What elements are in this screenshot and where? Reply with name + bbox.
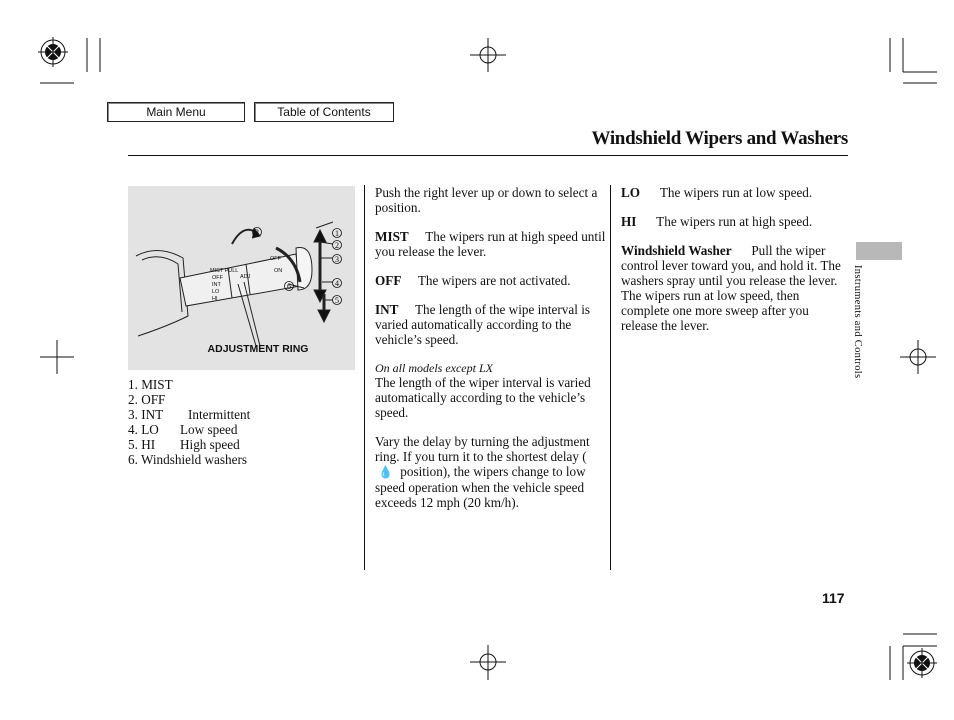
- middle-column: [375, 185, 607, 510]
- off-term: OFF: [375, 273, 402, 288]
- delay-paragraph: Vary the delay by turning the adjustment ring. If you turn it to the shortest delay ( 💧 position), the wipers change to low speed operation when the vehicle speed exceeds 12 mph (20 km/h).: [375, 434, 590, 510]
- model-note-text: The length of the wiper interval is varied automatically according to the vehicle’s speed.: [375, 375, 591, 420]
- page-number: 117: [822, 590, 845, 606]
- lo-text: The wipers run at low speed.: [659, 185, 813, 200]
- page-title: Windshield Wipers and Washers: [591, 128, 848, 149]
- callout-4: 4: [335, 279, 339, 288]
- main-menu-button[interactable]: Main Menu: [107, 102, 245, 122]
- hi-paragraph: [621, 214, 843, 229]
- legend-item: 3. INT Intermittent: [128, 407, 251, 422]
- lever-label-hi: HI: [212, 296, 218, 302]
- off-text: The wipers are not activated.: [417, 273, 571, 288]
- legend-item: 2. OFF: [128, 392, 166, 407]
- registration-target-top-left: [38, 37, 68, 67]
- right-column: [621, 185, 843, 333]
- washer-text: Pull the wiper control lever toward you, and hold it. The washers spray until you release the lever. The wipers run at low speed, then complete one more sweep after you release the lever.: [621, 243, 841, 333]
- position-legend: [128, 377, 358, 467]
- callout-3: 3: [335, 255, 339, 264]
- adjustment-ring-callout: ADJUSTMENT RING: [207, 343, 309, 355]
- lever-label-adj: ADJ: [240, 274, 251, 280]
- wiper-lever-illustration: [128, 186, 355, 370]
- shortest-delay-icon: 💧: [378, 465, 394, 479]
- mist-paragraph: [375, 229, 607, 259]
- lever-label-off: OFF: [212, 275, 223, 281]
- legend-item: 5. HI High speed: [128, 437, 240, 452]
- wiper-lever-figure: [128, 186, 355, 370]
- callout-1: 1: [335, 229, 339, 238]
- table-of-contents-button[interactable]: Table of Contents: [254, 102, 394, 122]
- callout-6: 6: [287, 282, 291, 291]
- registration-target-bottom-right: [907, 648, 937, 678]
- mist-text: The wipers run at high speed until you release the lever.: [375, 229, 606, 259]
- legend-item: 4. LO Low speed: [128, 422, 238, 437]
- mist-term: MIST: [375, 229, 409, 244]
- callout-5: 5: [335, 296, 339, 305]
- washer-paragraph: [621, 243, 843, 333]
- int-text: The length of the wipe interval is varied automatically according to the vehicle’s speed.: [375, 302, 590, 347]
- knob-label-off: OFF: [270, 256, 281, 262]
- column-divider-2: [610, 185, 611, 570]
- title-rule: [128, 155, 848, 156]
- hi-text: The wipers run at high speed.: [656, 214, 813, 229]
- callout-2: 2: [335, 241, 339, 250]
- model-note-label: On all models except LX: [375, 361, 493, 375]
- legend-item: 1. MIST: [128, 377, 173, 392]
- hi-term: HI: [621, 214, 637, 229]
- lever-label-lo: LO: [212, 289, 220, 295]
- lever-label-int: INT: [212, 282, 221, 288]
- column-divider-1: [364, 185, 365, 570]
- section-tab-label: Instruments and Controls: [852, 265, 863, 379]
- knob-label-on: ON: [274, 268, 283, 274]
- legend-item: 6. Windshield washers: [128, 452, 247, 467]
- intro-text: Push the right lever up or down to select a position.: [375, 185, 598, 215]
- int-term: INT: [375, 302, 399, 317]
- lever-label-mist: MIST PULL: [210, 268, 239, 274]
- washer-term: Windshield Washer: [621, 243, 732, 258]
- section-tab-marker: [856, 242, 902, 260]
- lo-term: LO: [621, 185, 641, 200]
- callout-3-rotate: 3: [255, 228, 259, 237]
- int-paragraph: [375, 302, 607, 347]
- lo-paragraph: [621, 185, 843, 200]
- off-paragraph: [375, 273, 607, 288]
